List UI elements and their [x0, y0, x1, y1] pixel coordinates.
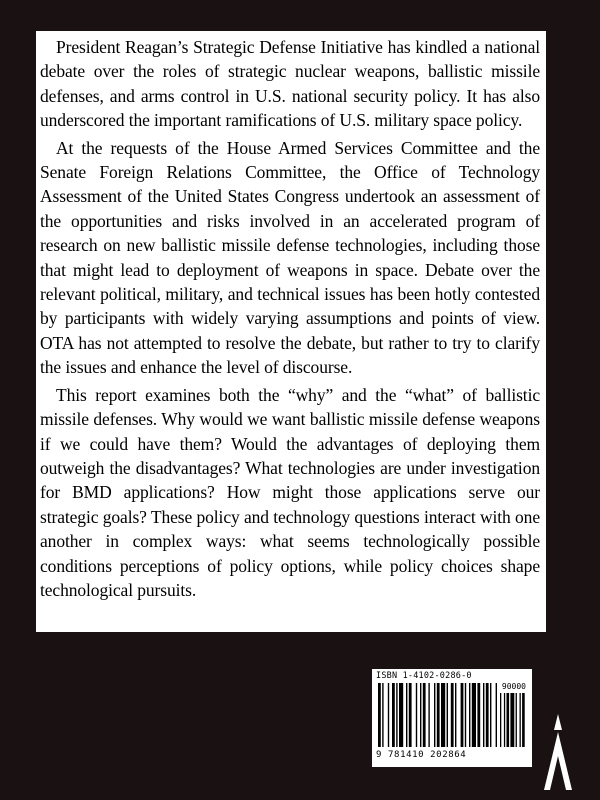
barcode-bar: [496, 683, 497, 747]
barcode-bars-icon: [376, 683, 528, 749]
barcode-bar: [490, 683, 491, 747]
blurb-text-panel: [36, 31, 546, 632]
barcode-bar: [378, 683, 381, 747]
barcode-bar: [437, 683, 440, 747]
barcode-bar: [451, 683, 454, 747]
barcode-bar: [428, 683, 429, 747]
barcode-area: [376, 683, 528, 749]
barcode-bar: [469, 683, 470, 747]
addon-barcode-bar: [504, 693, 505, 747]
barcode-bar: [486, 683, 489, 747]
barcode-bar: [388, 683, 389, 747]
barcode-bar: [416, 683, 417, 747]
price-code: 90000: [501, 682, 526, 691]
blurb-paragraph-2: At the requests of the House Armed Services Committee and the Senate Foreign Relations Committee, the Office of Technology Assessment of the United States Congress undertook an assessment of the opportunities and risks involved in an accelerated program of research on new ballistic missile defense technologies, including those that might lead to deployment of weapons in space. Debate over the relevant political, military, and technical issues has been hotly contested by participants with widely varying assumptions and points of view. OTA has not attempted to resolve the debate, but rather to try to clarify the issues and enhance the level of discourse.: [40, 137, 540, 378]
addon-barcode-bar: [510, 693, 514, 747]
barcode-bar: [472, 683, 476, 747]
barcode-bar: [423, 683, 426, 747]
barcode-bar: [483, 683, 484, 747]
addon-barcode-bar: [507, 693, 510, 747]
barcode-bar: [420, 683, 421, 747]
barcode-bar: [434, 683, 435, 747]
barcode-bar: [409, 683, 412, 747]
barcode-bar: [447, 683, 448, 747]
isbn-barcode-block: [372, 669, 532, 767]
publisher-logo-icon: [536, 712, 580, 792]
barcode-bar: [465, 683, 466, 747]
addon-barcode-bar: [516, 693, 517, 747]
addon-barcode-bar: [520, 693, 521, 747]
barcode-bar: [441, 683, 445, 747]
barcode-bar: [406, 683, 407, 747]
barcode-bar: [396, 683, 397, 747]
blurb-paragraph-1: President Reagan’s Strategic Defense Initiative has kindled a national debate over the roles of strategic nuclear weapons, ballistic missile defenses, and arms control in U.S. national security policy. It has also underscored the important ramifications of U.S. military space policy.: [40, 37, 540, 131]
barcode-digits: 9 781410 202864: [376, 750, 467, 760]
barcode-bar: [392, 683, 395, 747]
addon-barcode-bar: [500, 693, 501, 747]
barcode-bar: [382, 683, 383, 747]
blurb-paragraph-3: This report examines both the “why” and the “what” of ballistic missile defenses. Why would we want ballistic missile defense weapons if we could have them? Would the advantages of deploying them outweigh the disadvantages? What technologies are under investigation for BMD applications? How might those applications serve our strategic goals? These policy and technology questions interact with one another in complex ways: what seems technologically possible conditions perceptions of policy options, while policy choices shape technological pursuits.: [40, 384, 540, 600]
barcode-bar: [455, 683, 456, 747]
isbn-number: ISBN 1-4102-0286-0: [376, 671, 472, 681]
barcode-bar: [477, 683, 480, 747]
barcode-bar: [461, 683, 464, 747]
addon-barcode-bar: [522, 693, 525, 747]
barcode-bar: [399, 683, 403, 747]
